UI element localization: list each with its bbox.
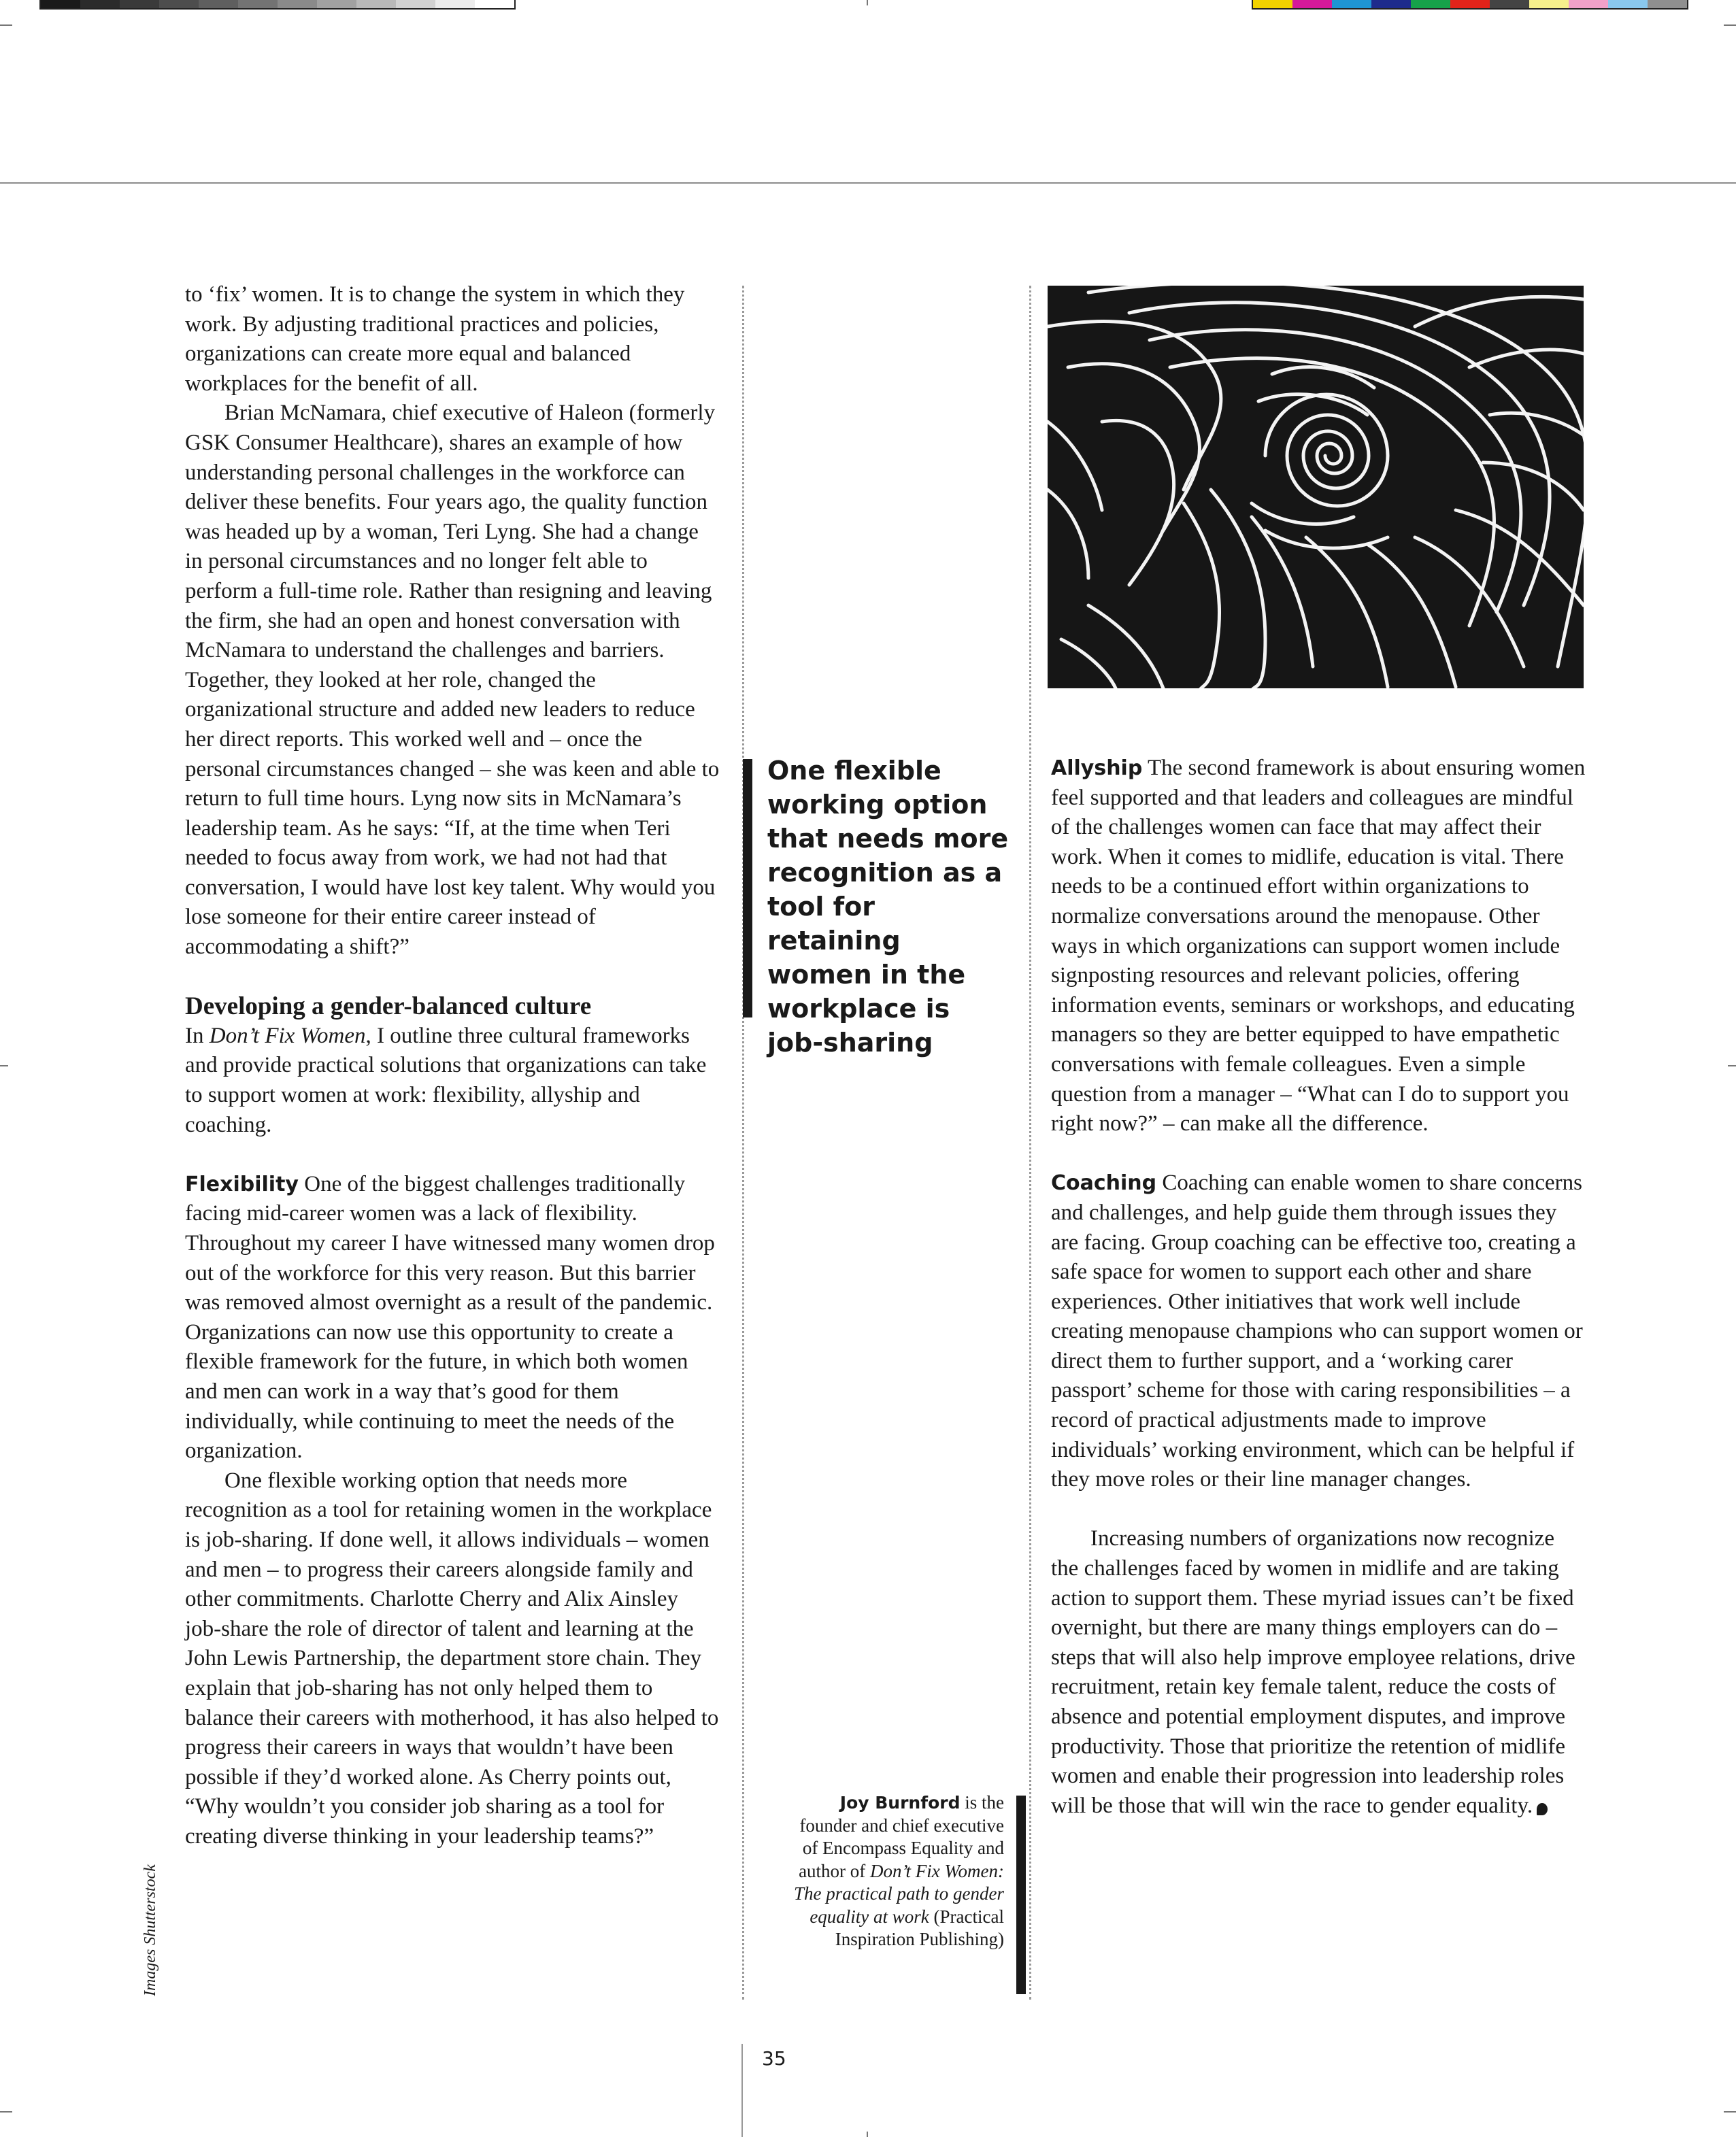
- body-paragraph: Increasing numbers of organizations now recognize the challenges faced by women in midlife and are taking action to support them. These myriad issues can’t be fixed overnight, but there are many things employers can do – steps that will also help improve employee relations, drive recruitment, retain key female talent, reduce the costs of absence and potential employment disputes, and improve productivity. Those that prioritize the retention of midlife women and enable their progression into leadership roles will be those that will win the race to gender equality.: [1051, 1526, 1575, 1818]
- color-swatch: [1529, 0, 1569, 8]
- pull-quote-bar: [743, 759, 752, 1017]
- crop-mark: [0, 2111, 12, 2113]
- color-swatch: [159, 0, 199, 8]
- color-swatch: [1569, 0, 1608, 8]
- color-swatch: [1608, 0, 1648, 8]
- crop-mark: [0, 24, 12, 26]
- page-number-rule: [741, 2044, 743, 2137]
- author-bio-bar: [1016, 1796, 1026, 1994]
- color-swatch: [435, 0, 475, 8]
- color-swatch: [1490, 0, 1529, 8]
- book-title: Don’t Fix Women: The practical path to gender equality at work: [794, 1860, 1004, 1927]
- color-swatch: [80, 0, 120, 8]
- color-swatch: [199, 0, 238, 8]
- color-swatch: [1450, 0, 1490, 8]
- swirl-face-illustration-graphic: [1048, 286, 1584, 688]
- color-swatch: [1292, 0, 1332, 8]
- body-paragraph: Brian McNamara, chief executive of Haleon (formerly GSK Consumer Healthcare), shares an example of how understanding personal challenges in the workforce can deliver these benefits. Four years ago, the quality function was headed up by a woman, Teri Lyng. She had a change in personal circumstances and no longer felt able to perform a full-time role. Rather than resigning and leaving the firm, she had an open and honest conversation with McNamara to understand the challenges and barriers. Together, they looked at her role, changed the organizational structure and added new leaders to reduce her direct reports. This worked well and – once the personal circumstances changed – she was keen and able to return to full time hours. Lyng now sits in McNamara’s leadership team. As he says: “If, at the time when Teri needed to focus away from work, we had not had that conversation, I would have lost key talent. Why would you lose someone for their entire career instead of accommodating a shift?”: [185, 401, 720, 960]
- end-mark-icon: [1537, 1803, 1548, 1815]
- body-paragraph: to ‘fix’ women. It is to change the system in which they work. By adjusting traditional practices and policies, organizations can create more equal and balanced workplaces for the benefit of all.: [185, 282, 685, 396]
- body-paragraph: One flexible working option that needs more recognition as a tool for retaining women in the workplace is job-sharing. If done well, it allows individuals – women and men – to progress their careers alongside family and other commitments. Charlotte Cherry and Alix Ainsley job-share the role of director of talent and learning at the John Lewis Partnership, the department store chain. They explain that job-sharing has not only helped them to balance their careers with motherhood, it has also helped to progress their careers in ways that wouldn’t have been possible if they’d worked alone. As Cherry points out, “Why wouldn’t you consider job sharing as a tool for creating diverse thinking in your leadership teams?”: [185, 1468, 719, 1849]
- color-swatch: [238, 0, 278, 8]
- body-paragraph: Flexibility One of the biggest challenges traditionally facing mid-career women was a lack of flexibility. Throughout my career I have witnessed many women drop out of the workforce for this very reason. But this barrier was removed almost overnight as a result of the pandemic. Organizations can now use this opportunity to create a flexible framework for the future, in which both women and men can work in a way that’s good for them individually, while continuing to meet the needs of the organization.: [185, 1171, 715, 1464]
- allyship-lead: Allyship: [1051, 756, 1143, 780]
- color-swatch: [1253, 0, 1292, 8]
- crop-mark: [1724, 2111, 1736, 2113]
- cmyk-color-bar: [1252, 0, 1688, 10]
- pull-quote: One flexible working option that needs more recognition as a tool for retaining women in the workplace is job-sharing: [767, 756, 1009, 1058]
- column-divider: [1029, 286, 1031, 2000]
- color-swatch: [1648, 0, 1687, 8]
- page-number: 35: [762, 2047, 786, 2070]
- body-paragraph: Allyship The second framework is about ensuring women feel supported and that leaders and colleagues are mindful of the challenges women can face that may affect their work. When it comes to midlife, education is vital. There needs to be a continued effort within organizations to normalize conversations around the menopause. Other ways in which organizations can support women include signposting resources and relevant policies, offering information events, seminars or workshops, and educating managers so they are better equipped to have empathetic conversations with female colleagues. Even a simple question from a manager – “What can I do to support you right now?” – can make all the difference.: [1051, 756, 1586, 1137]
- column-divider: [742, 286, 744, 2000]
- registration-mark: [1728, 1065, 1736, 1066]
- swirl-face-illustration: [1048, 286, 1584, 688]
- color-swatch: [356, 0, 396, 8]
- body-paragraph: In Don’t Fix Women, I outline three cultural frameworks and provide practical solutions that organizations can take to support women at work: flexibility, allyship and coaching.: [185, 1023, 707, 1137]
- author-name: Joy Burnford: [839, 1793, 961, 1813]
- color-swatch: [41, 0, 80, 8]
- header-rule: [0, 182, 1736, 184]
- color-swatch: [1371, 0, 1411, 8]
- color-swatch: [1411, 0, 1450, 8]
- image-credit: Images Shutterstock: [141, 1864, 159, 1996]
- registration-mark: [0, 1065, 8, 1066]
- crop-mark: [1724, 24, 1736, 26]
- left-column: [185, 280, 720, 1851]
- color-swatch: [317, 0, 356, 8]
- book-title: Don’t Fix Women: [209, 1023, 366, 1048]
- flexibility-lead: Flexibility: [185, 1172, 299, 1196]
- author-bio: Joy Burnford is the founder and chief executive of Encompass Equality and author of Don’t Fix Women: The practical path to gender equality at work (Practical Inspiration Publishing): [794, 1792, 1004, 1949]
- coaching-lead: Coaching: [1051, 1171, 1157, 1196]
- right-column: [1051, 754, 1586, 1821]
- body-paragraph: Coaching Coaching can enable women to share concerns and challenges, and help guide them through issues they are facing. Group coaching can be effective too, creating a safe space for women to support each other and share experiences. Other initiatives that work well include creating menopause champions who can support women or direct them to further support, and a ‘working carer passport’ scheme for those with caring responsibilities – a record of practical adjustments made to improve individuals’ working environment, which can be helpful if they move roles or their line manager changes.: [1051, 1171, 1583, 1492]
- grayscale-color-bar: [39, 0, 516, 10]
- registration-mark: [867, 0, 868, 5]
- color-swatch: [1332, 0, 1371, 8]
- color-swatch: [396, 0, 435, 8]
- registration-mark: [867, 2132, 868, 2137]
- color-swatch: [120, 0, 159, 8]
- color-swatch: [475, 0, 514, 8]
- section-heading: Developing a gender-balanced culture: [185, 992, 592, 1021]
- color-swatch: [278, 0, 317, 8]
